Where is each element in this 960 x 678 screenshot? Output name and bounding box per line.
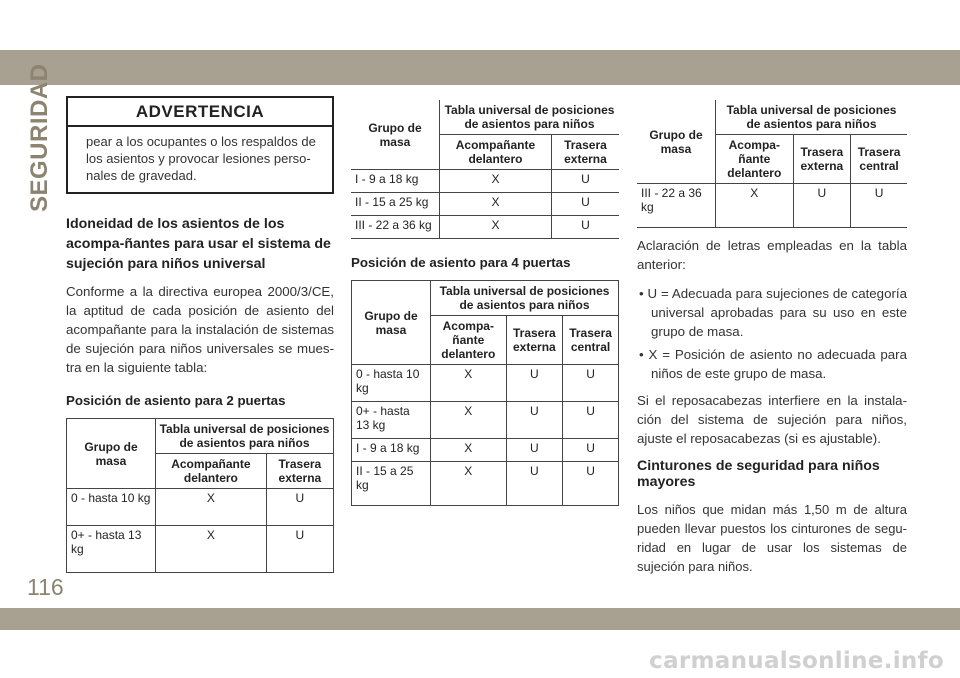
- table-2-doors: [66, 418, 334, 573]
- cell-value: X: [440, 216, 552, 239]
- cell-group: II - 15 a 25 kg: [351, 193, 440, 216]
- belts-text: Los niños que midan más 1,50 m de altura pueden llevar puestos los cinturones de segu-ridad en lugar de usar los sistemas de sujeción para niños.: [637, 502, 907, 574]
- table-row: [352, 462, 619, 506]
- warning-box: [66, 96, 334, 194]
- cell-value: X: [716, 184, 794, 228]
- table-row: [67, 526, 334, 573]
- cell-value: X: [431, 439, 507, 462]
- watermark: carmanualsonline.info: [649, 648, 944, 674]
- header-col: Acompa-ñante delantero: [431, 316, 507, 365]
- section-heading: Idoneidad de los asientos de los acompa-ñantes para usar el sistema de sujeción para niños universal: [66, 216, 331, 272]
- list-item: • U = Adecuada para sujeciones de categoría universal aprobadas para su uso en este grupo de masa.: [639, 286, 907, 339]
- section-tab-label: SEGURIDAD: [26, 63, 53, 212]
- table-4-doors-continued: [637, 100, 907, 228]
- column-right: [637, 100, 907, 576]
- table-row: [352, 439, 619, 462]
- cell-value: X: [431, 402, 507, 439]
- belts-heading: Cinturones de seguridad para niños mayores: [637, 458, 880, 490]
- cell-value: X: [156, 526, 267, 573]
- header-group: Grupo de masa: [351, 100, 440, 170]
- cell-value: U: [551, 216, 619, 239]
- cell-value: X: [156, 489, 267, 526]
- cell-group: 0 - hasta 10 kg: [352, 365, 431, 402]
- header-universal: Tabla universal de posiciones de asientos para niños: [440, 100, 620, 135]
- warning-text: pear a los ocupantes o los respaldos de los asientos y provocar lesiones perso-nales de gravedad.: [86, 134, 316, 183]
- cell-value: X: [440, 170, 552, 193]
- table-row: [351, 193, 619, 216]
- cell-value: U: [563, 402, 619, 439]
- header-col: Trasera central: [563, 316, 619, 365]
- cell-value: U: [266, 526, 333, 573]
- cell-value: U: [506, 462, 563, 506]
- headrest-note: Si el reposacabezas interfiere en la instala-ción del sistema de sujeción para niños, ajuste el reposacabezas (si es ajustable).: [637, 393, 907, 446]
- legend-list: [637, 284, 907, 383]
- list-item: • X = Posición de asiento no adecuada para niños de este grupo de masa.: [639, 347, 907, 381]
- cell-value: U: [793, 184, 851, 228]
- header-col: Acompañante delantero: [156, 454, 267, 489]
- cell-value: U: [506, 439, 563, 462]
- header-col: Trasera externa: [793, 135, 851, 184]
- legend-intro: Aclaración de letras empleadas en la tabla anterior:: [637, 238, 907, 272]
- cell-group: I - 9 a 18 kg: [351, 170, 440, 193]
- header-group: Grupo de masa: [352, 281, 431, 365]
- table-row: [351, 170, 619, 193]
- cell-value: U: [563, 365, 619, 402]
- cell-value: U: [563, 462, 619, 506]
- warning-title: ADVERTENCIA: [68, 96, 332, 127]
- header-col: Trasera externa: [506, 316, 563, 365]
- cell-value: U: [551, 193, 619, 216]
- cell-group: III - 22 a 36 kg: [637, 184, 716, 228]
- cell-value: X: [431, 365, 507, 402]
- cell-value: U: [506, 402, 563, 439]
- table-row: [352, 402, 619, 439]
- cell-value: U: [851, 184, 907, 228]
- table-row: [351, 216, 619, 239]
- table-4-doors-title: Posición de asiento para 4 puertas: [351, 255, 571, 270]
- table-row: [67, 489, 334, 526]
- cell-group: I - 9 a 18 kg: [352, 439, 431, 462]
- header-col: Trasera central: [851, 135, 907, 184]
- cell-group: 0+ - hasta 13 kg: [67, 526, 156, 573]
- header-col: Acompañante delantero: [440, 135, 552, 170]
- table-4-doors: [351, 280, 619, 506]
- column-left: [66, 96, 334, 573]
- table-row: [637, 184, 907, 228]
- cell-group: II - 15 a 25 kg: [352, 462, 431, 506]
- table-2-doors-continued: [351, 100, 619, 239]
- header-col: Trasera externa: [551, 135, 619, 170]
- column-middle: [351, 100, 619, 506]
- cell-value: U: [551, 170, 619, 193]
- table-row: [352, 365, 619, 402]
- header-universal: Tabla universal de posiciones de asientos para niños: [431, 281, 619, 316]
- header-group: Grupo de masa: [637, 100, 716, 184]
- cell-value: U: [563, 439, 619, 462]
- header-col: Trasera externa: [266, 454, 333, 489]
- cell-group: 0 - hasta 10 kg: [67, 489, 156, 526]
- header-universal: Tabla universal de posiciones de asientos para niños: [716, 100, 908, 135]
- page-number: 116: [27, 574, 64, 600]
- cell-value: U: [506, 365, 563, 402]
- cell-group: 0+ - hasta 13 kg: [352, 402, 431, 439]
- cell-value: X: [440, 193, 552, 216]
- footer-band: [0, 608, 960, 630]
- section-intro: Conforme a la directiva europea 2000/3/CE, la aptitud de cada posición de asiento del acompañante para la instalación de sistemas de sujeción para niños universales se mues-tra en la siguiente tabla:: [66, 284, 334, 375]
- header-group: Grupo de masa: [67, 419, 156, 489]
- cell-value: X: [431, 462, 507, 506]
- cell-value: U: [266, 489, 333, 526]
- header-band: [0, 50, 960, 85]
- header-col: Acompa-ñante delantero: [716, 135, 794, 184]
- cell-group: III - 22 a 36 kg: [351, 216, 440, 239]
- table-2-doors-title: Posición de asiento para 2 puertas: [66, 393, 286, 408]
- header-universal: Tabla universal de posiciones de asientos para niños: [156, 419, 334, 454]
